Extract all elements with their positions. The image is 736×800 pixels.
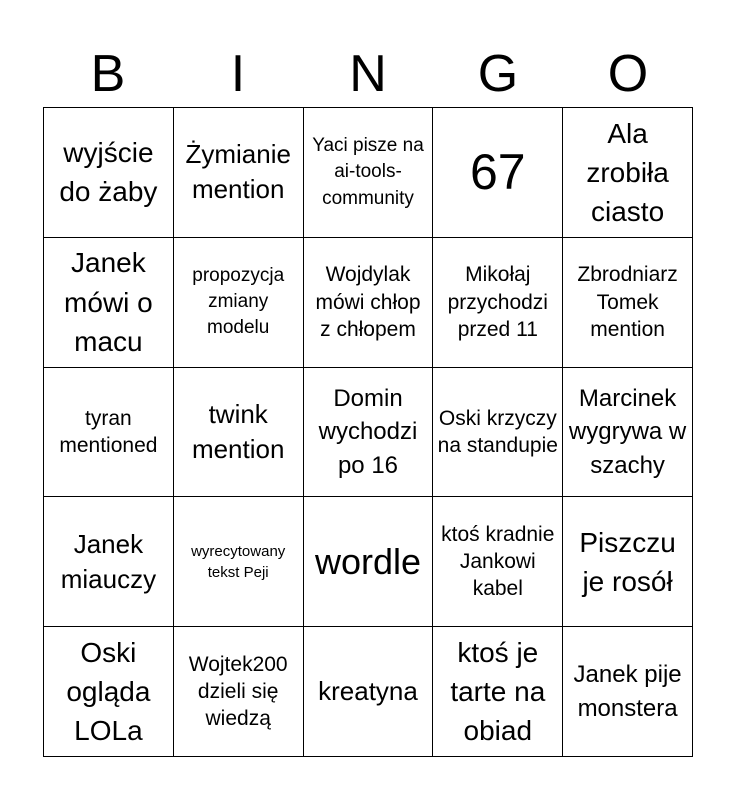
cell-text: Yaci pisze na ai-tools-community: [312, 135, 424, 209]
bingo-cell[interactable]: [174, 497, 304, 627]
bingo-cell[interactable]: [174, 238, 304, 368]
cell-text: twink mention: [191, 398, 285, 464]
bingo-cell[interactable]: [44, 368, 174, 498]
bingo-cell[interactable]: [304, 497, 434, 627]
header-letter-i: I: [230, 45, 246, 103]
bingo-cell[interactable]: [563, 627, 693, 757]
cell-text: ktoś kradnie Jankowi kabel: [441, 522, 555, 601]
bingo-cell[interactable]: [174, 108, 304, 238]
cell-text: Żymianie mention: [185, 139, 291, 205]
cell-text: tyran mentioned: [59, 406, 158, 457]
header-letter-n: N: [349, 45, 387, 103]
bingo-cell[interactable]: [433, 368, 563, 498]
bingo-header: [43, 40, 693, 108]
bingo-cell[interactable]: [174, 368, 304, 498]
cell-text: wyrecytowany tekst Peji: [191, 542, 286, 581]
bingo-cell[interactable]: [433, 497, 563, 627]
cell-text: Janek miauczy: [60, 528, 157, 594]
cell-text: 67: [469, 143, 526, 200]
bingo-cell[interactable]: [304, 108, 434, 238]
header-letter-b: B: [90, 45, 126, 103]
bingo-cell[interactable]: [563, 497, 693, 627]
cell-text: Marcinek wygrywa w szachy: [568, 385, 687, 479]
bingo-cell[interactable]: [44, 108, 174, 238]
bingo-cell[interactable]: [433, 238, 563, 368]
cell-text: Oski ogląda LOLa: [66, 636, 151, 747]
bingo-cell[interactable]: [563, 108, 693, 238]
cell-text: propozycja zmiany modelu: [192, 264, 285, 339]
bingo-cell[interactable]: [304, 368, 434, 498]
cell-text: Wojtek200 dzieli się wiedzą: [188, 652, 288, 731]
bingo-cell[interactable]: [44, 497, 174, 627]
cell-text: Zbrodniarz Tomek mention: [577, 263, 678, 341]
bingo-cell[interactable]: [304, 238, 434, 368]
bingo-board: [43, 107, 693, 757]
bingo-cell[interactable]: [174, 627, 304, 757]
bingo-cell[interactable]: [433, 627, 563, 757]
bingo-cell[interactable]: [433, 108, 563, 238]
bingo-cell[interactable]: [44, 238, 174, 368]
cell-text: Janek mówi o macu: [64, 247, 153, 357]
cell-text: Piszczu je rosół: [579, 526, 676, 597]
bingo-cell[interactable]: [563, 368, 693, 498]
cell-text: wyjście do żaby: [59, 137, 158, 208]
bingo-cell[interactable]: [44, 627, 174, 757]
bingo-cell[interactable]: [304, 627, 434, 757]
cell-text: Domin wychodzi po 16: [318, 385, 418, 479]
cell-text: ktoś je tarte na obiad: [450, 636, 546, 747]
cell-text: Wojdylak mówi chłop z chłopem: [315, 263, 421, 341]
cell-text: kreatyna: [318, 676, 418, 707]
header-letter-g: G: [477, 45, 519, 103]
cell-text: Oski krzyczy na standupie: [437, 406, 558, 457]
cell-text: wordle: [314, 540, 422, 582]
cell-text: Mikołaj przychodzi przed 11: [447, 263, 548, 341]
cell-text: Janek pije monstera: [573, 661, 682, 722]
header-letter-o: O: [607, 45, 649, 103]
bingo-cell[interactable]: [563, 238, 693, 368]
cell-text: Ala zrobiła ciasto: [586, 117, 669, 227]
